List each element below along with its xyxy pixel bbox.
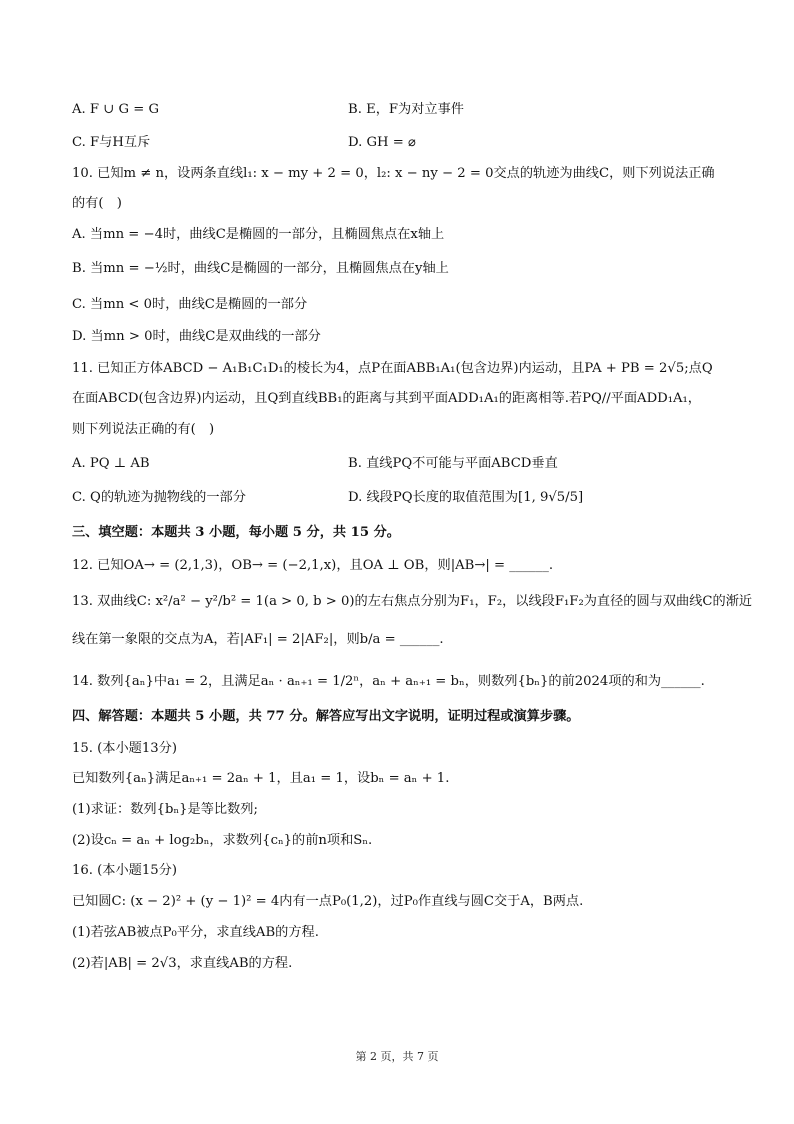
q11-stem-line2: 在面ABCD(包含边界)内运动，且Q到直线BB₁的距离与其到平面ADD₁A₁的距离相等.若PQ//平面ADD₁A₁， <box>72 391 701 406</box>
q15-part1: (1)求证：数列{bₙ}是等比数列; <box>72 802 258 817</box>
q14-text: 14. 数列{aₙ}中a₁ = 2，且满足aₙ · aₙ₊₁ = 1/2ⁿ，aₙ + aₙ₊₁ = bₙ，则数列{bₙ}的前2024项的和为______. <box>72 674 705 689</box>
q10-stem-line2: 的有( ) <box>72 196 122 211</box>
q11-stem-line3: 则下列说法正确的有( ) <box>72 422 215 437</box>
q13-line2: 线在第一象限的交点为A，若|AF₁| = 2|AF₂|，则b/a = ______. <box>72 632 444 647</box>
q16-part1: (1)若弦AB被点P₀平分，求直线AB的方程. <box>72 925 319 940</box>
q10-option-c: C. 当mn < 0时，曲线C是椭圆的一部分 <box>72 297 308 312</box>
section-3-heading: 三、填空题：本题共 3 小题，每小题 5 分，共 15 分。 <box>72 525 400 540</box>
q16-part2: (2)若|AB| = 2√3，求直线AB的方程. <box>72 956 293 971</box>
q10-option-d: D. 当mn > 0时，曲线C是双曲线的一部分 <box>72 329 321 344</box>
q16-stem: 已知圆C: (x − 2)² + (y − 1)² = 4内有一点P₀(1,2)，过P₀作直线与圆C交于A，B两点. <box>72 894 584 909</box>
page-footer: 第 2 页，共 7 页 <box>355 1050 439 1063</box>
q10-option-b: B. 当mn = −½时，曲线C是椭圆的一部分，且椭圆焦点在y轴上 <box>72 261 449 276</box>
q15-title: 15. (本小题13分) <box>72 741 177 756</box>
q9-option-c: C. F与H互斥 <box>72 135 151 150</box>
q10-stem-line1: 10. 已知m ≠ n，设两条直线l₁: x − my + 2 = 0，l₂: x − ny − 2 = 0交点的轨迹为曲线C，则下列说法正确 <box>72 166 715 181</box>
q13-line1: 13. 双曲线C: x²/a² − y²/b² = 1(a > 0, b > 0)的左右焦点分别为F₁，F₂，以线段F₁F₂为直径的圆与双曲线C的渐近 <box>72 594 753 609</box>
q9-option-b: B. E，F为对立事件 <box>348 102 464 117</box>
q9-option-a: A. F ∪ G = G <box>72 102 159 117</box>
q11-option-a: A. PQ ⊥ AB <box>72 456 150 471</box>
q9-option-d: D. GH = ⌀ <box>348 135 416 150</box>
q15-part2: (2)设cₙ = aₙ + log₂bₙ，求数列{cₙ}的前n项和Sₙ. <box>72 833 373 848</box>
section-4-heading: 四、解答题：本题共 5 小题，共 77 分。解答应写出文字说明，证明过程或演算步骤。 <box>72 709 580 724</box>
q15-stem: 已知数列{aₙ}满足aₙ₊₁ = 2aₙ + 1，且a₁ = 1，设bₙ = aₙ + 1. <box>72 771 450 786</box>
q12-text: 12. 已知OA→ = (2,1,3)，OB→ = (−2,1,x)，且OA ⊥ OB，则|AB→| = ______. <box>72 558 554 573</box>
q16-title: 16. (本小题15分) <box>72 863 177 878</box>
q11-option-c: C. Q的轨迹为抛物线的一部分 <box>72 490 246 505</box>
q11-stem-line1: 11. 已知正方体ABCD − A₁B₁C₁D₁的棱长为4，点P在面ABB₁A₁(包含边界)内运动，且PA + PB = 2√5;点Q <box>72 361 713 376</box>
q11-option-b: B. 直线PQ不可能与平面ABCD垂直 <box>348 456 558 471</box>
q11-option-d: D. 线段PQ长度的取值范围为[1, 9√5/5] <box>348 490 584 505</box>
q10-option-a: A. 当mn = −4时，曲线C是椭圆的一部分，且椭圆焦点在x轴上 <box>72 227 445 242</box>
